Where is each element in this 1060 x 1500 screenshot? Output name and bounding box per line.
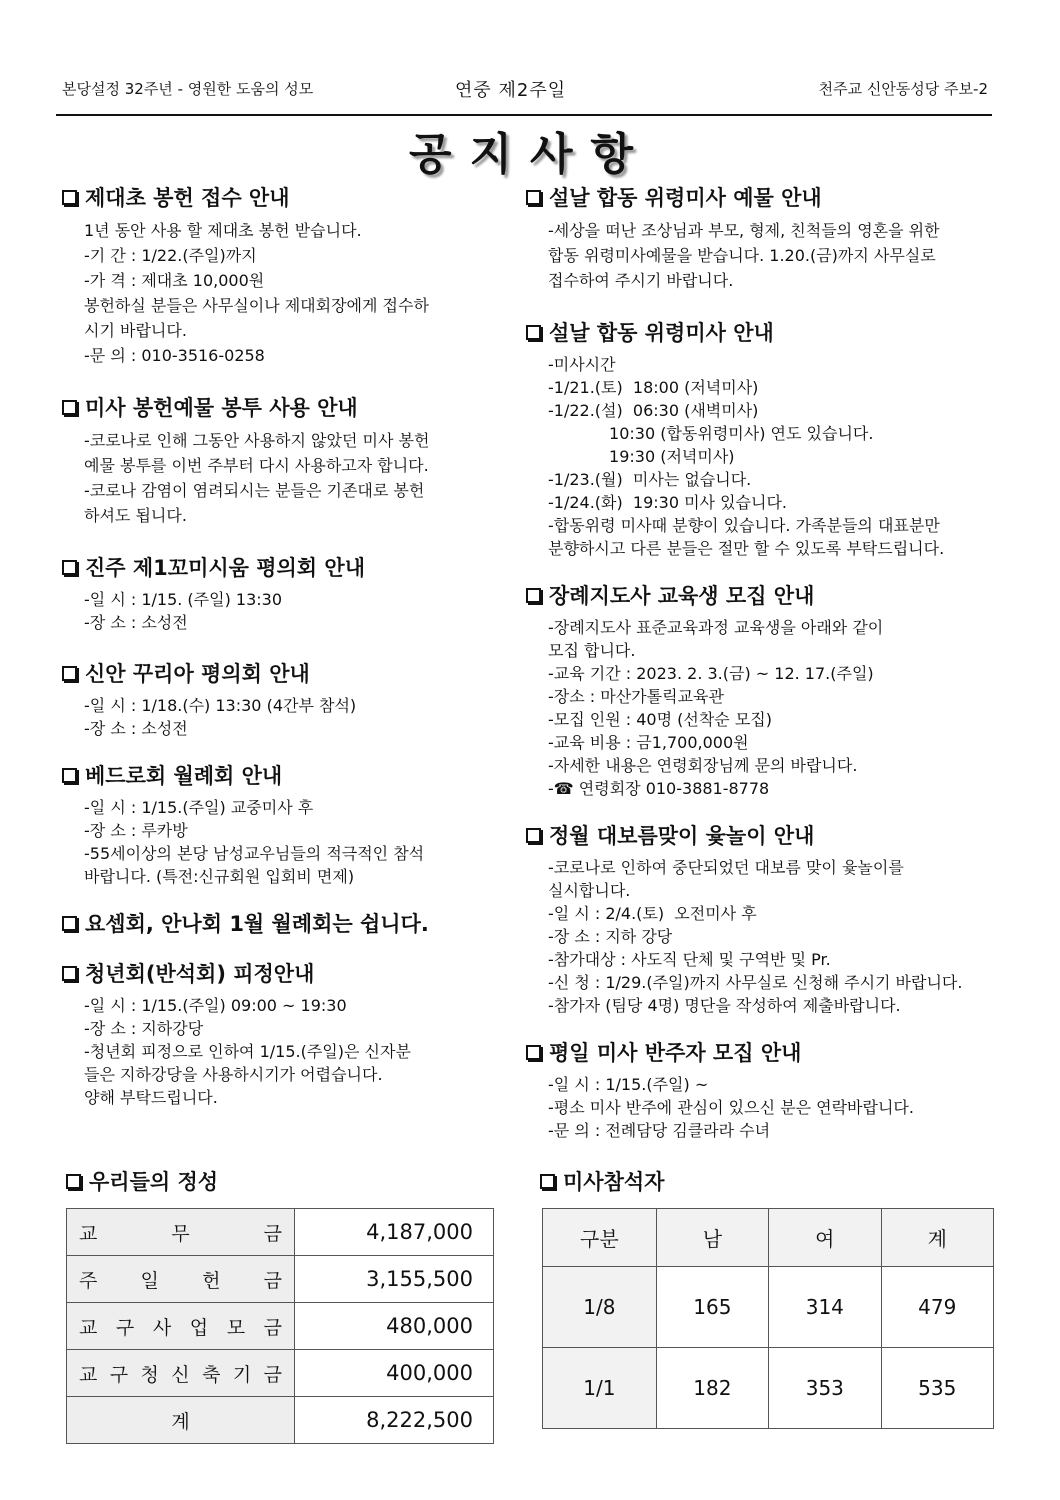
section-line: -장 소 : 소성전 <box>84 719 188 738</box>
checkbox-bullet-icon <box>540 1174 555 1189</box>
section-line: -1/22.(설) 06:30 (새벽미사) <box>548 401 759 420</box>
section-line: -참가대상 : 사도직 단체 및 구역반 및 Pr. <box>548 950 831 969</box>
offerings-row <box>67 1303 494 1350</box>
section-title <box>526 317 992 347</box>
section-line: -교육 기간 : 2023. 2. 3.(금) ~ 12. 17.(주일) <box>548 664 874 683</box>
section-line: 양해 부탁드립니다. <box>84 1088 218 1107</box>
attendance-row <box>543 1267 994 1348</box>
notice-section <box>62 552 492 634</box>
section-line: 실시합니다. <box>548 881 631 900</box>
section-line: -일 시 : 1/15.(주일) 교중미사 후 <box>84 798 314 817</box>
section-title-text: 장례지도사 교육생 모집 안내 <box>549 584 815 608</box>
section-line: -장 소 : 지하 강당 <box>548 927 673 946</box>
section-line: -1/23.(월) 미사는 없습니다. <box>548 470 752 489</box>
attendance-date: 1/8 <box>543 1267 657 1348</box>
section-line: -문 의 : 010-3516-0258 <box>84 346 265 365</box>
offerings-amount: 8,222,500 <box>295 1397 494 1444</box>
section-title <box>62 908 492 938</box>
checkbox-bullet-icon <box>62 400 77 415</box>
section-line: -미사시간 <box>548 355 616 374</box>
section-line: -자세한 내용은 연령회장님께 문의 바랍니다. <box>548 756 858 775</box>
section-line: -장 소 : 지하강당 <box>84 1019 204 1038</box>
section-line: 19:30 (저녁미사) <box>548 447 735 466</box>
section-line: 합동 위령미사예물을 받습니다. 1.20.(금)까지 사무실로 <box>548 246 936 265</box>
section-title-text: 미사 봉헌예물 봉투 사용 안내 <box>85 396 358 420</box>
offerings-label-text: 교 구 사 업 모 금 <box>79 1316 282 1339</box>
section-title-text: 정월 대보름맞이 윷놀이 안내 <box>549 824 815 848</box>
section-line: -문 의 : 전례담당 김클라라 수녀 <box>548 1121 771 1140</box>
section-line: 들은 지하강당을 사용하시기가 어렵습니다. <box>84 1065 383 1084</box>
section-line: -일 시 : 1/15.(주일) 09:00 ~ 19:30 <box>84 996 347 1015</box>
notice-section <box>62 658 492 740</box>
section-line: -☎ 연령회장 010-3881-8778 <box>548 779 770 798</box>
header-divider <box>56 114 992 116</box>
notice-section <box>62 958 492 1109</box>
checkbox-bullet-icon <box>526 588 541 603</box>
checkbox-bullet-icon <box>62 560 77 575</box>
section-line: 예물 봉투를 이번 주부터 다시 사용하고자 합니다. <box>84 456 429 475</box>
section-title <box>62 552 492 582</box>
section-line: 분향하시고 다른 분들은 절만 할 수 있도록 부탁드립니다. <box>548 539 945 558</box>
notice-section <box>526 317 992 560</box>
section-line: -일 시 : 1/15.(주일) ~ <box>548 1075 709 1094</box>
checkbox-bullet-icon <box>62 966 77 981</box>
section-title-text: 진주 제1꼬미시움 평의회 안내 <box>85 556 365 580</box>
section-line: -청년회 피정으로 인하여 1/15.(주일)은 신자분 <box>84 1042 411 1061</box>
section-title-text: 청년회(반석회) 피정안내 <box>85 962 315 986</box>
attendance-table <box>542 1208 994 1429</box>
checkbox-bullet-icon <box>526 325 541 340</box>
attendance-female: 314 <box>769 1267 881 1348</box>
section-line: -평소 미사 반주에 관심이 있으신 분은 연락바랍니다. <box>548 1098 914 1117</box>
offerings-label-text: 교 무 금 <box>79 1222 282 1245</box>
attendance-male: 165 <box>656 1267 768 1348</box>
offerings-label-text: 교 구 청 신 축 기 금 <box>79 1363 282 1386</box>
section-title <box>62 958 492 988</box>
attendance-row <box>543 1348 994 1429</box>
attendance-title: 미사참석자 <box>540 1166 664 1196</box>
right-column <box>526 182 992 1142</box>
attendance-total: 535 <box>881 1348 993 1429</box>
section-line: 1년 동안 사용 할 제대초 봉헌 받습니다. <box>84 221 362 240</box>
section-line: -장 소 : 루카방 <box>84 821 188 840</box>
offerings-label <box>67 1209 295 1256</box>
offerings-row <box>67 1209 494 1256</box>
offerings-title: 우리들의 정성 <box>66 1166 218 1196</box>
section-line: -참가자 (팀당 4명) 명단을 작성하여 제출바랍니다. <box>548 996 901 1015</box>
checkbox-bullet-icon <box>62 190 77 205</box>
section-title <box>526 820 992 850</box>
notice-section <box>526 580 992 800</box>
section-line: -합동위령 미사때 분향이 있습니다. 가족분들의 대표분만 <box>548 516 940 535</box>
section-title <box>526 580 992 610</box>
section-line: -일 시 : 1/15. (주일) 13:30 <box>84 590 283 609</box>
offerings-label <box>67 1303 295 1350</box>
section-line: -신 청 : 1/29.(주일)까지 사무실로 신청해 주시기 바랍니다. <box>548 973 963 992</box>
offerings-table <box>66 1208 494 1444</box>
section-line: 접수하여 주시기 바랍니다. <box>548 271 734 290</box>
section-title-text: 제대초 봉헌 접수 안내 <box>85 186 290 210</box>
section-line: -모집 인원 : 40명 (선착순 모집) <box>548 710 772 729</box>
attendance-header-cell: 계 <box>881 1209 993 1267</box>
section-title <box>526 1037 992 1067</box>
section-line: -기 간 : 1/22.(주일)까지 <box>84 246 257 265</box>
section-title-text: 설날 합동 위령미사 예물 안내 <box>549 186 822 210</box>
section-line: 봉헌하실 분들은 사무실이나 제대회장에게 접수하 <box>84 296 429 315</box>
page-title: 공지사항 <box>408 129 651 180</box>
offerings-row <box>67 1256 494 1303</box>
offerings-amount: 480,000 <box>295 1303 494 1350</box>
offerings-label <box>67 1256 295 1303</box>
section-line: -장례지도사 표준교육과정 교육생을 아래와 같이 <box>548 618 884 637</box>
offerings-amount: 4,187,000 <box>295 1209 494 1256</box>
section-line: 10:30 (합동위령미사) 연도 있습니다. <box>548 424 874 443</box>
notice-section <box>62 392 492 528</box>
section-line: 바랍니다. (특전:신규회원 입회비 면제) <box>84 867 355 886</box>
section-line: 하셔도 됩니다. <box>84 506 187 525</box>
section-line: -1/21.(토) 18:00 (저녁미사) <box>548 378 759 397</box>
notice-section <box>62 182 492 368</box>
offerings-row <box>67 1397 494 1444</box>
notice-section <box>526 182 992 293</box>
offerings-label-text: 계 <box>171 1410 190 1433</box>
section-title <box>62 392 492 422</box>
section-title <box>62 658 492 688</box>
attendance-female: 353 <box>769 1348 881 1429</box>
checkbox-bullet-icon <box>526 190 541 205</box>
section-title <box>62 182 492 212</box>
checkbox-bullet-icon <box>526 1045 541 1060</box>
checkbox-bullet-icon <box>62 666 77 681</box>
attendance-header-cell: 구분 <box>543 1209 657 1267</box>
offerings-label-text: 주 일 헌 금 <box>79 1269 282 1292</box>
section-line: -일 시 : 1/18.(수) 13:30 (4간부 참석) <box>84 696 357 715</box>
attendance-header-cell: 남 <box>656 1209 768 1267</box>
section-line: -교육 비용 : 금1,700,000원 <box>548 733 749 752</box>
attendance-header-cell: 여 <box>769 1209 881 1267</box>
checkbox-bullet-icon <box>62 916 77 931</box>
header-center: 연중 제2주일 <box>455 80 567 101</box>
section-line: -장 소 : 소성전 <box>84 613 188 632</box>
section-line: -55세이상의 본당 남성교우님들의 적극적인 참석 <box>84 844 425 863</box>
section-line: -1/24.(화) 19:30 미사 있습니다. <box>548 493 788 512</box>
offerings-label <box>67 1350 295 1397</box>
notice-section <box>526 820 992 1017</box>
section-line: -코로나 감염이 염려되시는 분들은 기존대로 봉헌 <box>84 481 425 500</box>
section-line: 시기 바랍니다. <box>84 321 187 340</box>
offerings-row <box>67 1350 494 1397</box>
section-title <box>62 760 492 790</box>
section-line: -장소 : 마산가톨릭교육관 <box>548 687 724 706</box>
section-line: -세상을 떠난 조상님과 부모, 형제, 친척들의 영혼을 위한 <box>548 221 940 240</box>
left-column <box>62 182 492 1109</box>
notice-section <box>526 1037 992 1142</box>
checkbox-bullet-icon <box>62 768 77 783</box>
header-left: 본당설정 32주년 - 영원한 도움의 성모 <box>62 80 314 98</box>
section-title-text: 신안 꾸리아 평의회 안내 <box>85 662 310 686</box>
section-title-text: 설날 합동 위령미사 안내 <box>549 321 774 345</box>
attendance-total: 479 <box>881 1267 993 1348</box>
offerings-amount: 3,155,500 <box>295 1256 494 1303</box>
section-title <box>526 182 992 212</box>
offerings-amount: 400,000 <box>295 1350 494 1397</box>
checkbox-bullet-icon <box>526 828 541 843</box>
section-title-text: 평일 미사 반주자 모집 안내 <box>549 1041 802 1065</box>
header-right: 천주교 신안동성당 주보-2 <box>818 80 988 98</box>
section-line: -일 시 : 2/4.(토) 오전미사 후 <box>548 904 757 923</box>
section-line: -코로나로 인하여 중단되었던 대보름 맞이 윷놀이를 <box>548 858 904 877</box>
section-title-text: 요셉회, 안나회 1월 월례회는 쉽니다. <box>85 912 429 936</box>
section-line: -코로나로 인해 그동안 사용하지 않았던 미사 봉헌 <box>84 431 430 450</box>
section-line: 모집 합니다. <box>548 641 636 660</box>
attendance-date: 1/1 <box>543 1348 657 1429</box>
notice-section <box>62 908 492 938</box>
checkbox-bullet-icon <box>66 1174 81 1189</box>
notice-section <box>62 760 492 888</box>
attendance-header-row <box>543 1209 994 1267</box>
section-line: -가 격 : 제대초 10,000원 <box>84 271 265 290</box>
section-title-text: 베드로회 월례회 안내 <box>85 764 283 788</box>
attendance-male: 182 <box>656 1348 768 1429</box>
offerings-label <box>67 1397 295 1444</box>
